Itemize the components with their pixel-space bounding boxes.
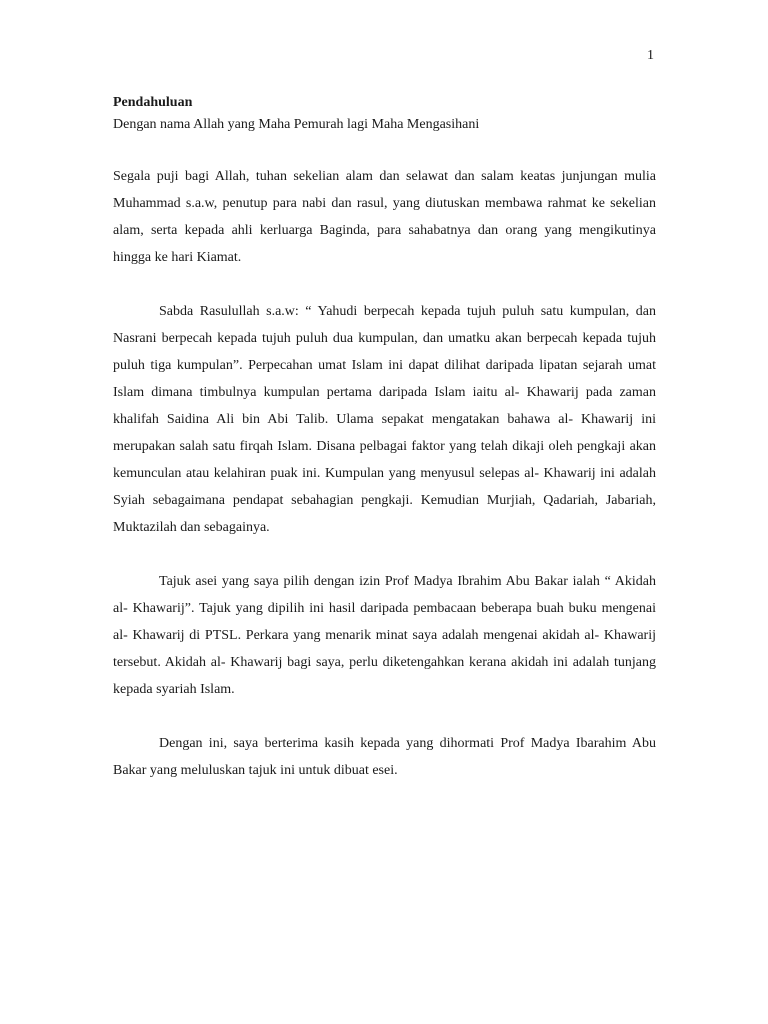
page-number: 1 <box>647 48 654 63</box>
document-body <box>113 93 656 784</box>
section-heading: Pendahuluan <box>113 95 193 110</box>
section-subheading: Dengan nama Allah yang Maha Pemurah lagi Maha Mengasihani <box>113 117 480 132</box>
paragraph-1: Segala puji bagi Allah, tuhan sekelian alam dan selawat dan salam keatas junjungan mulia Muhammad s.a.w, penutup para nabi dan rasul, yang diutuskan membawa rahmat ke sekelian alam, serta kepada ahli kerluarga Baginda, para sahabatnya dan orang yang mengikutinya hingga ke hari Kiamat. <box>113 169 656 265</box>
paragraph-4: Dengan ini, saya berterima kasih kepada yang dihormati Prof Madya Ibarahim Abu Bakar yang meluluskan tajuk ini untuk dibuat esei. <box>113 736 656 778</box>
paragraph-3: Tajuk asei yang saya pilih dengan izin Prof Madya Ibrahim Abu Bakar ialah “ Akidah al- Khawarij”. Tajuk yang dipilih ini hasil daripada pembacaan beberapa buah buku mengenai al- Khawarij di PTSL. Perkara yang menarik minat saya adalah mengenai akidah al- Khawarij tersebut. Akidah al- Khawarij bagi saya, perlu diketengahkan kerana akidah ini adalah tunjang kepada syariah Islam. <box>113 574 656 697</box>
paragraph-2: Sabda Rasulullah s.a.w: “ Yahudi berpecah kepada tujuh puluh satu kumpulan, dan Nasrani berpecah kepada tujuh puluh dua kumpulan, dan umatku akan berpecah kepada tujuh puluh tiga kumpulan”. Perpecahan umat Islam ini dapat dilihat daripada lipatan sejarah umat Islam dimana timbulnya kumpulan pertama daripada Islam iaitu al- Khawarij pada zaman khalifah Saidina Ali bin Abi Talib. Ulama sepakat mengatakan bahawa al- Khawarij ini merupakan salah satu firqah Islam. Disana pelbagai faktor yang telah dikaji oleh pengkaji akan kemunculan atau kelahiran puak ini. Kumpulan yang menyusul selepas al- Khawarij ini adalah Syiah sebagaimana pendapat sebahagian pengkaji. Kemudian Murjiah, Qadariah, Jabariah, Muktazilah dan sebagainya. <box>113 304 656 535</box>
